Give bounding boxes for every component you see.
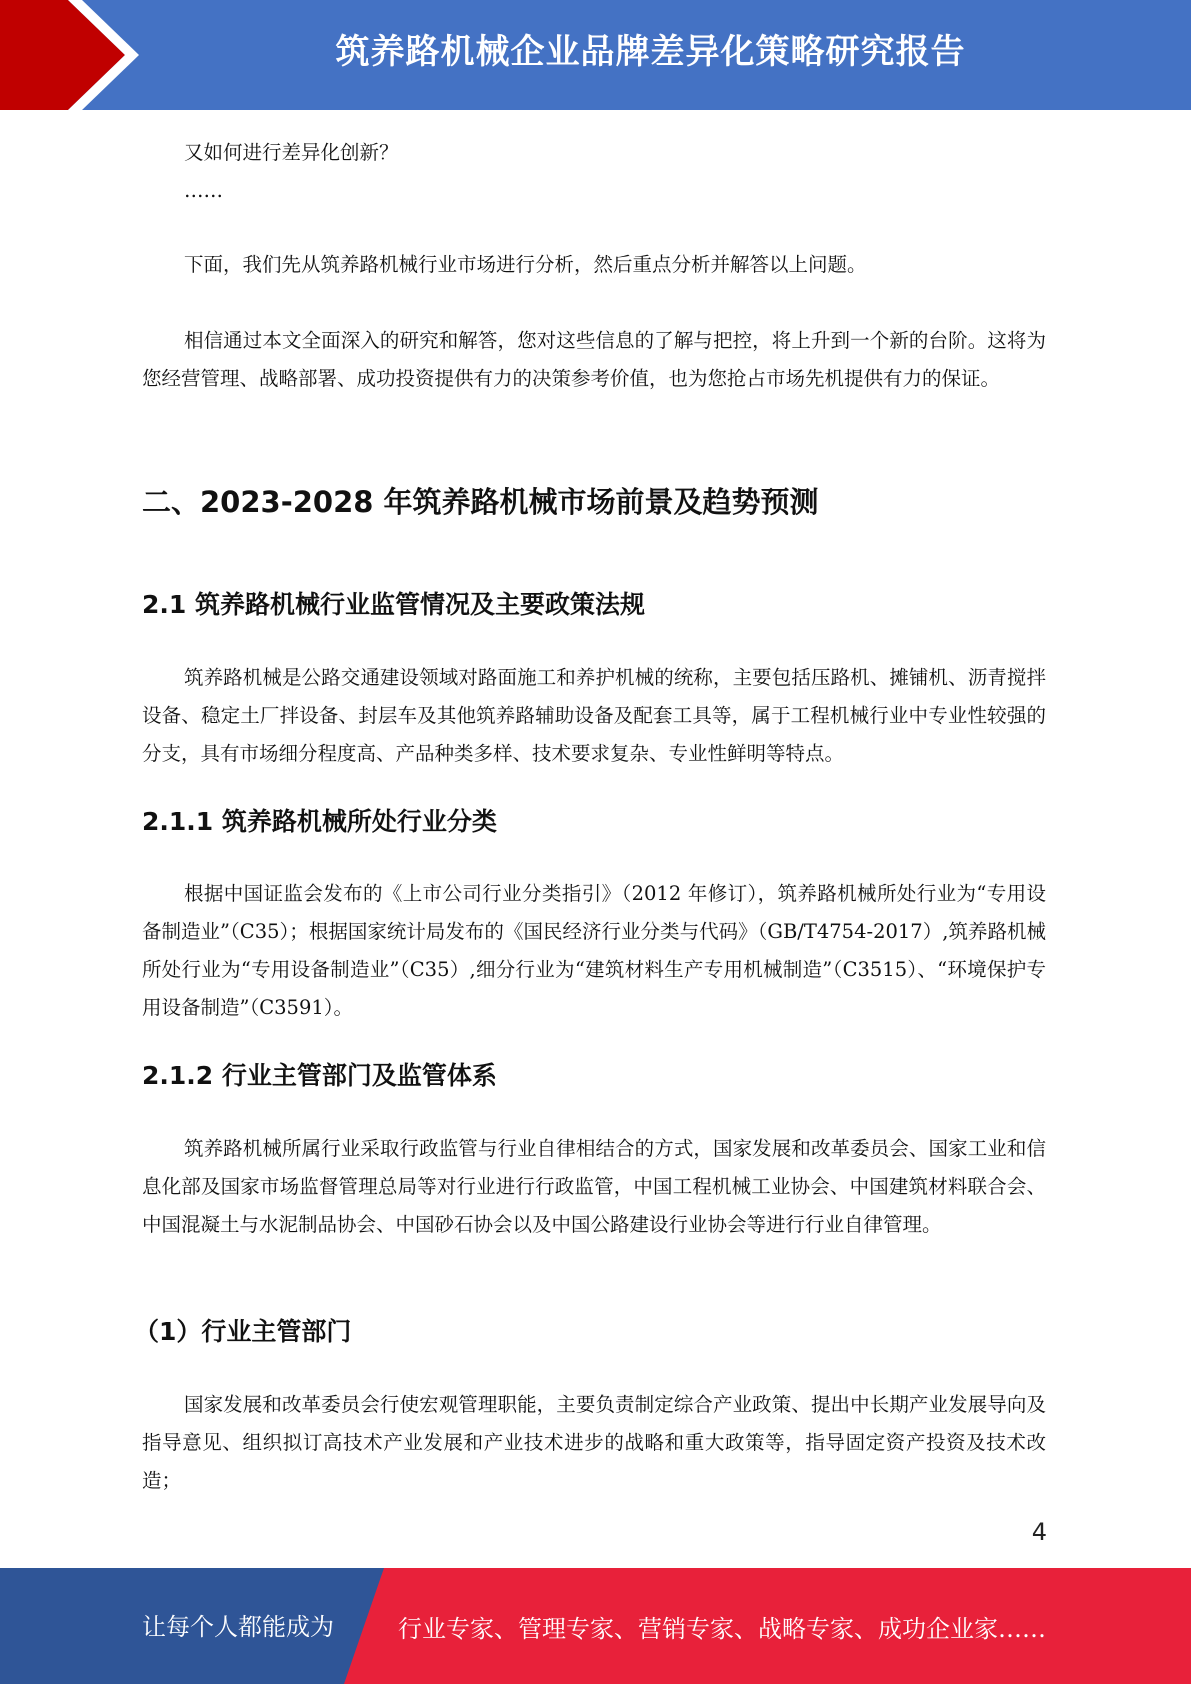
ellipsis-line: …… bbox=[184, 179, 223, 202]
page-number: 4 bbox=[1031, 1518, 1047, 1546]
footer-banner bbox=[0, 1568, 1191, 1684]
red-chevron-flag-icon bbox=[0, 0, 160, 110]
header-banner bbox=[0, 0, 1191, 110]
paragraph-definition: 筑养路机械是公路交通建设领域对路面施工和养护机械的统称，主要包括压路机、摊铺机、沥青搅拌设备、稳定土厂拌设备、封层车及其他筑养路辅助设备及配套工具等，属于工程机械行业中专业性较强的分支，具有市场细分程度高、产品种类多样、技术要求复杂、专业性鲜明等特点。 bbox=[142, 666, 1046, 765]
paragraph-classification: 根据中国证监会发布的《上市公司行业分类指引》（2012 年修订），筑养路机械所处行业为“专用设备制造业”（C35）；根据国家统计局发布的《国民经济行业分类与代码》（GB/T4754-2017）,筑养路机械所处行业为“专用设备制造业”（C35）,细分行业为“建筑材料生产专用机械制造”（C3515）、“环境保护专用设备制造”（C3591）。 bbox=[142, 882, 1046, 1019]
paragraph-intro: 下面，我们先从筑养路机械行业市场进行分析，然后重点分析并解答以上问题。 bbox=[184, 253, 867, 276]
subsection-heading-2-1: 2.1 筑养路机械行业监管情况及主要政策法规 bbox=[142, 590, 645, 619]
paragraph-question bbox=[142, 134, 1046, 210]
section-heading-2: 二、2023-2028 年筑养路机械市场前景及趋势预测 bbox=[142, 485, 819, 519]
paragraph-summary: 相信通过本文全面深入的研究和解答，您对这些信息的了解与把控，将上升到一个新的台阶。这将为您经营管理、战略部署、成功投资提供有力的决策参考价值，也为您抢占市场先机提供有力的保证。 bbox=[142, 329, 1046, 390]
paragraph-ndrc: 国家发展和改革委员会行使宏观管理职能，主要负责制定综合产业政策、提出中长期产业发展导向及指导意见、组织拟订高技术产业发展和产业技术进步的战略和重大政策等，指导固定资产投资及技术改造； bbox=[142, 1393, 1046, 1492]
footer-slogan-right: 行业专家、管理专家、营销专家、战略专家、成功企业家…… bbox=[398, 1615, 1046, 1643]
question-line: 又如何进行差异化创新？ bbox=[184, 141, 399, 164]
subsection-heading-2-1-1: 2.1.1 筑养路机械所处行业分类 bbox=[142, 807, 497, 836]
footer-slogan-left: 让每个人都能成为 bbox=[142, 1613, 334, 1641]
report-title: 筑养路机械企业品牌差异化策略研究报告 bbox=[335, 32, 966, 72]
paragraph-regulation: 筑养路机械所属行业采取行政监管与行业自律相结合的方式，国家发展和改革委员会、国家工业和信息化部及国家市场监督管理总局等对行业进行行政监管，中国工程机械工业协会、中国建筑材料联合会、中国混凝土与水泥制品协会、中国砂石协会以及中国公路建设行业协会等进行行业自律管理。 bbox=[142, 1137, 1046, 1236]
subsection-heading-2-1-2: 2.1.2 行业主管部门及监管体系 bbox=[142, 1061, 497, 1090]
subsection-heading-authorities: （1）行业主管部门 bbox=[134, 1317, 352, 1346]
